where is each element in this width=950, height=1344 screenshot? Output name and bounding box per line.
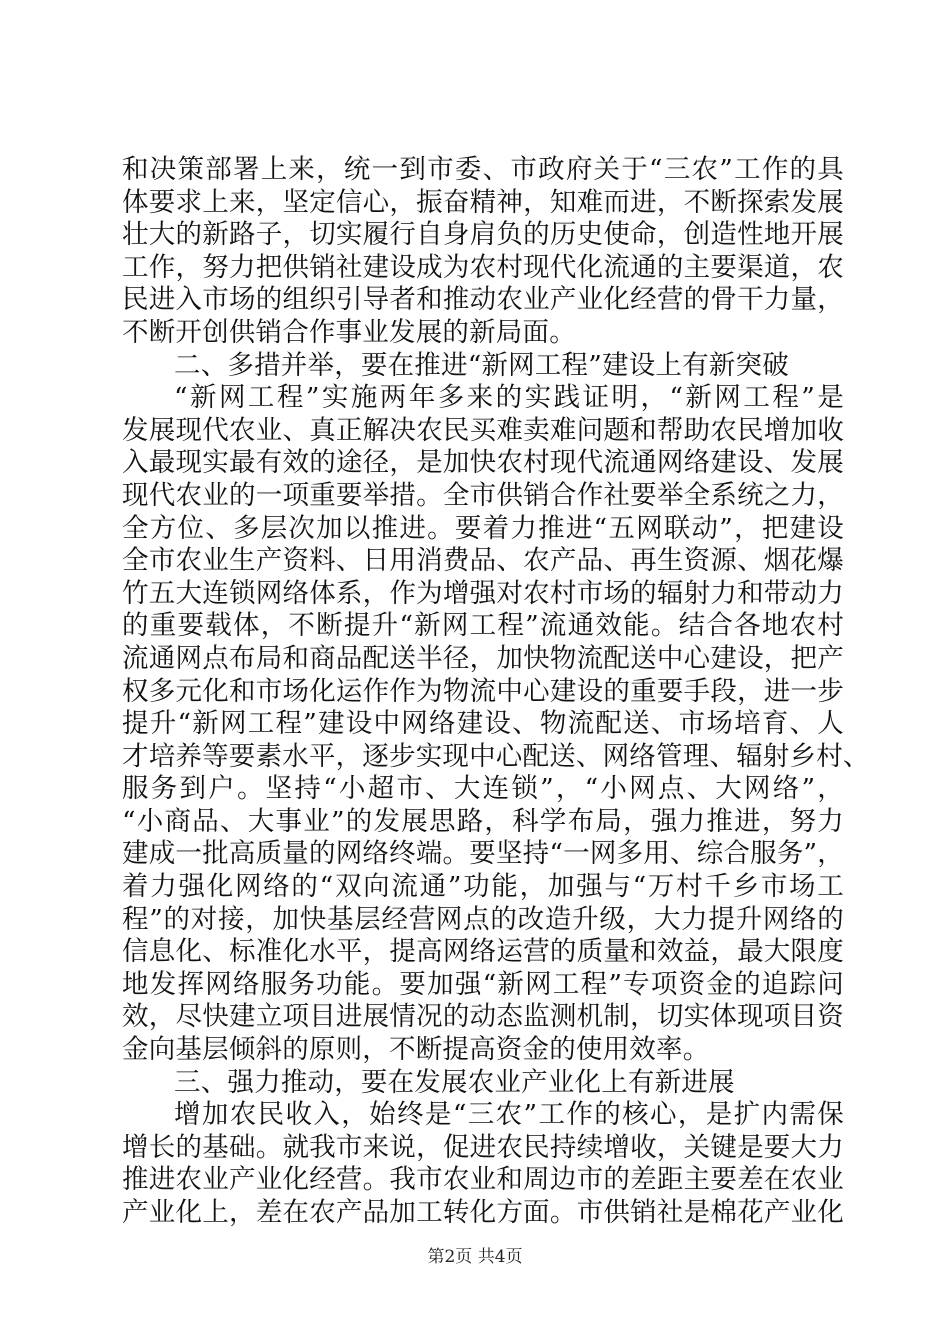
text-line: 和决策部署上来，统一到市委、市政府关于“三农”工作的具 bbox=[122, 154, 844, 185]
text-line: “小商品、大事业”的发展思路，科学布局，强力推进，努力 bbox=[122, 805, 844, 837]
text-line: 金向基层倾斜的原则，不断提高资金的使用效率。 bbox=[122, 1034, 710, 1066]
text-line: 体要求上来，坚定信心，振奋精神，知难而进，不断探索发展 bbox=[122, 186, 844, 218]
text-line: 程”的对接，加快基层经营网点的改造升级，大力提升网络的 bbox=[122, 903, 844, 935]
text-line: 壮大的新路子，切实履行自身肩负的历史使命，创造性地开展 bbox=[122, 219, 844, 251]
text-line: 建成一批高质量的网络终端。要坚持“一网多用、综合服务”， bbox=[122, 838, 844, 870]
text-line: 着力强化网络的“双向流通”功能，加强与“万村千乡市场工 bbox=[122, 871, 844, 903]
text-line: 服务到户。坚持“小超市、大连锁”，“小网点、大网络”， bbox=[122, 773, 844, 805]
text-line: 全方位、多层次加以推进。要着力推进“五网联动”，把建设 bbox=[122, 512, 844, 544]
text-line: 信息化、标准化水平，提高网络运营的质量和效益，最大限度 bbox=[122, 936, 844, 968]
text-line: 增长的基础。就我市来说，促进农民持续增收，关键是要大力 bbox=[122, 1131, 844, 1163]
section-heading: 二、多措并举，要在推进“新网工程”建设上有新突破 bbox=[174, 349, 789, 381]
text-line: 现代农业的一项重要举措。全市供销合作社要举全系统之力， bbox=[122, 479, 844, 511]
text-line: 工作，努力把供销社建设成为农村现代化流通的主要渠道，农 bbox=[122, 251, 844, 283]
text-line: 入最现实最有效的途径，是加快农村现代流通网络建设、发展 bbox=[122, 447, 844, 479]
text-line: 推进农业产业化经营。我市农业和周边市的差距主要差在农业 bbox=[122, 1164, 844, 1196]
text-line: 流通网点布局和商品配送半径，加快物流配送中心建设，把产 bbox=[122, 642, 844, 674]
text-line: 提升“新网工程”建设中网络建设、物流配送、市场培育、人 bbox=[122, 708, 844, 740]
text-line: 的重要载体，不断提升“新网工程”流通效能。结合各地农村 bbox=[122, 610, 844, 642]
text-line: 效，尽快建立项目进展情况的动态监测机制，切实体现项目资 bbox=[122, 1001, 844, 1033]
page-number-footer: 第2页 共4页 bbox=[427, 1247, 523, 1267]
text-line: 不断开创供销合作事业发展的新局面。 bbox=[122, 316, 576, 348]
text-line: 权多元化和市场化运作作为物流中心建设的重要手段，进一步 bbox=[122, 675, 844, 707]
text-line: 才培养等要素水平，逐步实现中心配送、网络管理、辐射乡村、 bbox=[122, 740, 870, 772]
document-body bbox=[122, 154, 870, 1230]
text-line: 竹五大连锁网络体系，作为增强对农村市场的辐射力和带动力 bbox=[122, 577, 844, 609]
text-line: 产业化上，差在农产品加工转化方面。市供销社是棉花产业化 bbox=[122, 1197, 844, 1228]
text-line: 地发挥网络服务功能。要加强“新网工程”专项资金的追踪问 bbox=[122, 968, 844, 1000]
text-line: 发展现代农业、真正解决农民买难卖难问题和帮助农民增加收 bbox=[122, 414, 844, 446]
text-line: 全市农业生产资料、日用消费品、农产品、再生资源、烟花爆 bbox=[122, 545, 844, 577]
section-heading: 三、强力推动，要在发展农业产业化上有新进展 bbox=[174, 1066, 735, 1098]
text-line: “新网工程”实施两年多来的实践证明，“新网工程”是 bbox=[174, 382, 844, 414]
text-line: 民进入市场的组织引导者和推动农业产业化经营的骨干力量， bbox=[122, 284, 844, 316]
text-line: 增加农民收入，始终是“三农”工作的核心，是扩内需保 bbox=[174, 1099, 844, 1131]
